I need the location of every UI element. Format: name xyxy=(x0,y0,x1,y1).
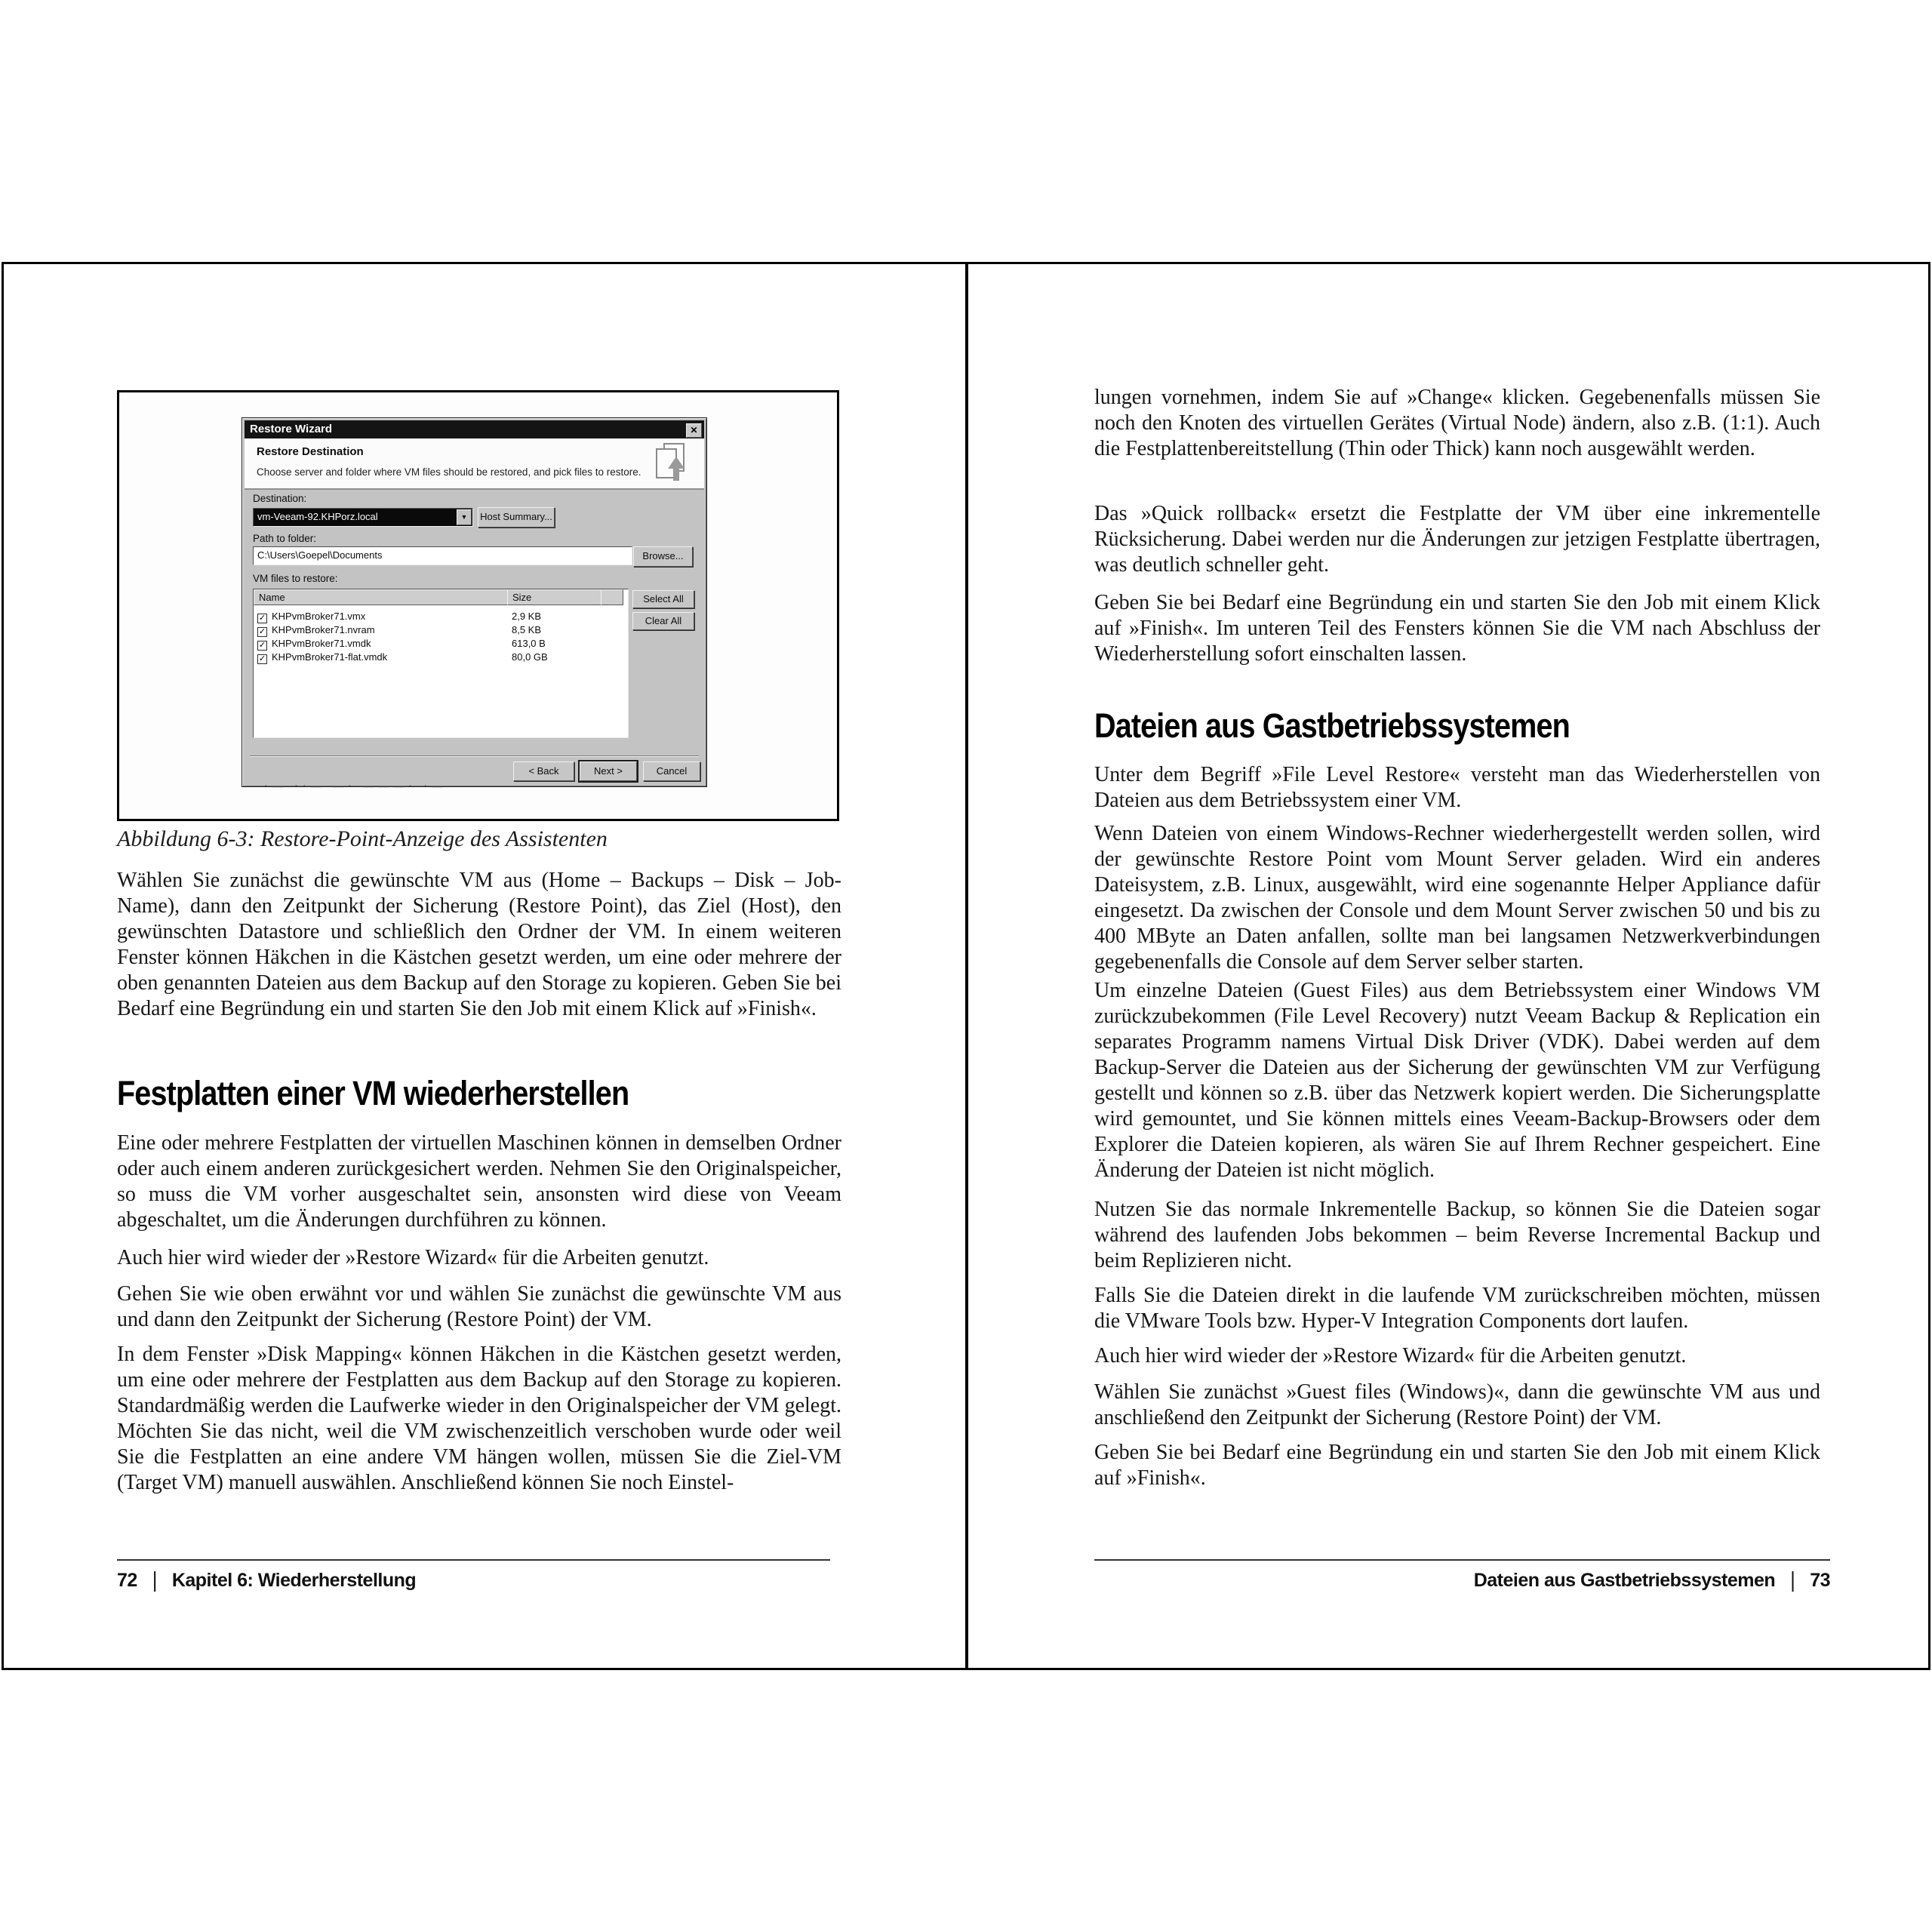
footer-chapter: Kapitel 6: Wiederherstellung xyxy=(171,1570,417,1591)
next-button[interactable]: Next > xyxy=(580,761,637,781)
paragraph: Eine oder mehrere Festplatten der virtuellen Maschinen können in demselben Ordner oder auch einem anderen zurückgesichert werden. Nehmen Sie den Originalspeicher, so muss die VM vorher ausgeschaltet sein, ansonsten wird diese von Veeam abgeschaltet, um die Änderungen durchführen zu können. xyxy=(117,1131,841,1232)
paragraph: Das »Quick rollback« ersetzt die Festplatte der VM über eine inkrementelle Rücksicherung. Dabei werden nur die Änderungen zur jetzigen Festplatte übertragen, was deutlich schneller geht. xyxy=(1094,502,1820,577)
footer-section: Dateien aus Gastbetriebssystemen xyxy=(1473,1570,1776,1591)
file-size: 8,5 KB xyxy=(512,624,542,635)
page-left xyxy=(0,0,965,1932)
destination-combobox[interactable] xyxy=(253,508,473,527)
browse-button[interactable]: Browse... xyxy=(633,546,693,567)
footer-rule xyxy=(117,1559,830,1561)
paragraph: Gehen Sie wie oben erwähnt vor und wählen Sie zunächst die gewünschte VM aus und dann den Zeitpunkt der Sicherung (Restore Point) der VM. xyxy=(117,1282,841,1331)
paragraph: Falls Sie die Dateien direkt in die laufende VM zurückschreiben möchten, müssen die VMware Tools bzw. Hyper-V Integration Components dort laufen. xyxy=(1094,1284,1820,1333)
clear-all-button[interactable]: Clear All xyxy=(632,612,694,630)
file-name: KHPvmBroker71.vmx xyxy=(272,611,366,622)
section-heading: Dateien aus Gastbetriebssystemen xyxy=(1094,706,1570,745)
paragraph: Um einzelne Dateien (Guest Files) aus dem Betriebssystem einer Windows VM zurückzubekommen (File Level Recovery) nutzt Veeam Backup & Replication ein separates Programm namens Virtual Disk Driver (VDK). Dabei werden auf dem Backup-Server die Dateien aus der Sicherung der gewünschten VM zur Verfügung gestellt und können so z.B. über das Netzwerk kopiert werden. Die Sicherungsplatte wird gemountet, und Sie können mittels eines Veeam-Backup-Browsers oder dem Explorer die Dateien kopieren, als wären Sie auf Ihrem Rechner gespeichert. Eine Änderung der Dateien ist nicht möglich. xyxy=(1094,979,1820,1182)
dialog-title: Restore Wizard xyxy=(250,423,333,435)
file-size: 2,9 KB xyxy=(512,611,542,622)
paragraph: Auch hier wird wieder der »Restore Wizard« für die Arbeiten genutzt. xyxy=(117,1246,709,1269)
file-name: KHPvmBroker71.nvram xyxy=(272,624,375,635)
table-row[interactable] xyxy=(255,637,546,651)
restore-document-icon xyxy=(654,443,688,482)
column-header-name[interactable]: Name xyxy=(254,589,508,605)
dialog-step-description: Choose server and folder where VM files should be restored, and pick files to restore. xyxy=(257,466,641,478)
vm-files-label: VM files to restore: xyxy=(253,573,338,584)
list-header xyxy=(254,589,628,605)
table-row[interactable] xyxy=(255,610,542,623)
host-summary-button[interactable]: Host Summary... xyxy=(478,507,555,528)
footer-divider: | xyxy=(152,1567,157,1593)
footer-divider: | xyxy=(1790,1567,1795,1593)
file-size: 80,0 GB xyxy=(512,651,548,663)
select-all-button[interactable]: Select All xyxy=(632,590,694,608)
dialog-step-heading: Restore Destination xyxy=(257,445,364,458)
footer-separator xyxy=(250,755,699,757)
paragraph: lungen vornehmen, indem Sie auf »Change« klicken. Gegebenenfalls müssen Sie noch den Knoten des virtuellen Gerätes (Virtual Node) ändern, also z.B. (1:1). Auch die Festplattenbereitstellung (Thin oder Thick) kann noch ausgewählt werden. xyxy=(1094,386,1820,460)
checkbox-checked-icon[interactable]: ✓ xyxy=(258,627,266,636)
paragraph: In dem Fenster »Disk Mapping« können Häkchen in die Kästchen gesetzt werden, um eine oder mehrere der Festplatten aus dem Backup auf den Storage zu kopieren. Standardmäßig werden die Laufwerke wieder in den Originalspeicher der VM gelegt. Möchten Sie das nicht, weil die VM zwischenzeitlich verschoben wurde oder weil Sie die Festplatten an eine andere VM hängen wollen, müssen Sie die Ziel-VM (Target VM) manuell auswählen. Anschließend können Sie noch Einstel- xyxy=(117,1343,841,1494)
paragraph: Auch hier wird wieder der »Restore Wizard« für die Arbeiten genutzt. xyxy=(1094,1344,1687,1367)
footer-rule xyxy=(1094,1559,1830,1561)
destination-label: Destination: xyxy=(253,493,307,504)
figure-caption: Abbildung 6-3: Restore-Point-Anzeige des Assistenten xyxy=(117,826,608,851)
table-row[interactable] xyxy=(255,651,548,664)
column-header-blank xyxy=(601,589,623,605)
vm-files-list[interactable] xyxy=(253,589,629,738)
back-button[interactable]: < Back xyxy=(513,761,574,781)
chevron-down-icon[interactable]: ▼ xyxy=(457,509,472,525)
section-heading: Festplatten einer VM wiederherstellen xyxy=(117,1074,629,1112)
paragraph: Wenn Dateien von einem Windows-Rechner wiederhergestellt werden sollen, wird der gewünschte Restore Point vom Mount Server geladen. Wird ein anderes Dateisystem, z.B. Linux, ausgewählt, wird eine sogenannte Helper Appliance dafür eingesetzt. Da zwischen der Console und dem Mount Server zwischen 50 und bis zu 400 MByte an Daten anfallen, sollte man bei langsamen Netzwerkverbindungen gegebenenfalls die Console auf dem Server selber starten. xyxy=(1094,822,1820,974)
page-right xyxy=(967,0,1932,1932)
page-number: 73 xyxy=(1810,1570,1830,1591)
paragraph: Unter dem Begriff »File Level Restore« versteht man das Wiederherstellen von Dateien aus dem Betriebssystem einer VM. xyxy=(1094,763,1820,812)
column-header-size[interactable]: Size xyxy=(507,589,601,605)
close-icon[interactable]: ✕ xyxy=(686,423,702,438)
path-input[interactable]: C:\Users\Goepel\Documents xyxy=(253,546,632,565)
dialog-header xyxy=(245,438,704,490)
path-label: Path to folder: xyxy=(253,533,317,544)
figure-6-3 xyxy=(117,390,839,821)
table-row[interactable] xyxy=(255,623,542,637)
file-name: KHPvmBroker71-flat.vmdk xyxy=(272,651,388,663)
paragraph: Geben Sie bei Bedarf eine Begründung ein und starten Sie den Job mit einem Klick auf »Finish«. Im unteren Teil des Fensters können Sie die VM nach Abschluss der Wiederherstellung sofort einschalten lassen. xyxy=(1094,591,1820,666)
page-footer-right xyxy=(1094,1567,1830,1593)
cancel-button[interactable]: Cancel xyxy=(643,761,700,781)
cropped-text-artifact: ·― ··― ―· ―――· ·― xyxy=(264,784,447,790)
paragraph: Nutzen Sie das normale Inkrementelle Backup, so können Sie die Dateien sogar während des laufenden Jobs bekommen – beim Reverse Incremental Backup und beim Replizieren nicht. xyxy=(1094,1198,1820,1272)
file-name: KHPvmBroker71.vmdk xyxy=(272,638,371,649)
page-footer-left xyxy=(117,1567,417,1593)
destination-value: vm-Veeam-92.KHPorz.local xyxy=(257,511,378,522)
paragraph: Wählen Sie zunächst die gewünschte VM aus (Home – Backups – Disk – Job-Name), dann den Zeitpunkt der Sicherung (Restore Point), das Ziel (Host), den gewünschten Datastore und schließlich den Ordner der VM. In einem weiteren Fenster können Häkchen in die Kästchen gesetzt werden, um eine oder mehrere der oben genannten Dateien aus dem Backup auf den Storage zu kopieren. Geben Sie bei Bedarf eine Begründung ein und starten Sie den Job mit einem Klick auf »Finish«. xyxy=(117,869,841,1020)
page-number: 72 xyxy=(117,1570,137,1591)
checkbox-checked-icon[interactable]: ✓ xyxy=(258,641,266,650)
paragraph: Geben Sie bei Bedarf eine Begründung ein und starten Sie den Job mit einem Klick auf »Finish«. xyxy=(1094,1441,1820,1490)
restore-wizard-dialog xyxy=(242,417,707,787)
paragraph: Wählen Sie zunächst »Guest files (Windows)«, dann die gewünschte VM aus und anschließend den Zeitpunkt der Sicherung (Restore Point) der VM. xyxy=(1094,1380,1820,1429)
checkbox-checked-icon[interactable]: ✓ xyxy=(258,614,266,623)
dialog-titlebar[interactable] xyxy=(245,420,704,438)
checkbox-checked-icon[interactable]: ✓ xyxy=(258,654,266,663)
file-size: 613,0 B xyxy=(512,638,546,649)
